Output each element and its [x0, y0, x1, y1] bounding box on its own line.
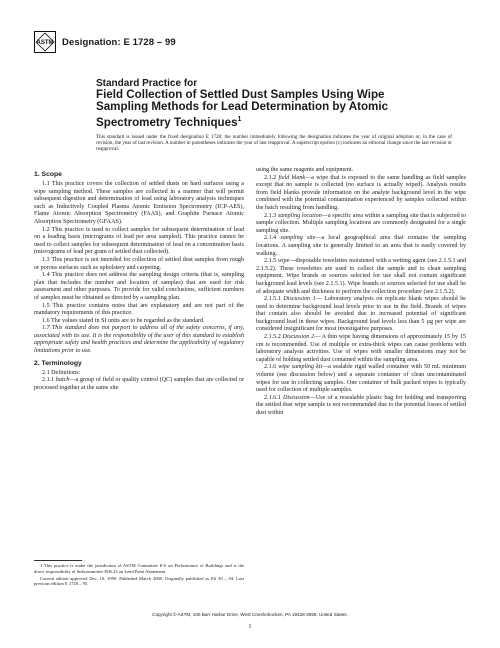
p2-1-6-num: 2.1.6 — [264, 364, 277, 371]
term-wipe: wipe — [277, 258, 290, 265]
paragraph-2-1: 2.1 Definitions: — [42, 369, 81, 376]
paragraph-2-1-5 — [256, 258, 466, 296]
discussion-2-label: Discussion 2 — [282, 334, 315, 341]
term-sampling-site: sampling site — [280, 235, 316, 242]
p2-1-5-1-num: 2.1.5.1 — [264, 296, 281, 303]
p2-1-1-num: 2.1.1 — [42, 377, 55, 384]
p2-1-1-text: —a group of field or quality control (QC) samples that are collected or processed together at the same site — [34, 377, 244, 391]
left-column — [34, 167, 244, 392]
issued-note: This standard is issued under the fixed designation E 1728; the number immediately following the designation indicates the year of original adoption or, in the case of revision, the year of last revision. A number in parentheses indicates the year of last reapproval. A superscript epsilon (ε) indicates an editorial change since the last revision or reapproval. — [96, 134, 452, 153]
p2-1-4-text: —a local geographical area that contains the sampling locations. A sampling site is generally limited to an area that is easily covered by walking. — [256, 235, 466, 257]
title-line-3 — [96, 114, 396, 129]
paragraph-1-4: 1.4 This practice does not address the sampling design criteria (that is, sampling plan that includes the number and location of samples) that are used for risk assessment and other purposes. To provide for valid conclusions, sufficient numbers of samples must be obtained as directed by a sampling plan. — [34, 272, 244, 301]
document-header — [34, 30, 176, 54]
p2-1-2-num: 2.1.2 — [264, 174, 277, 181]
p2-1-5-text: —disposable towelettes moistened with a wetting agent (see 2.1.5.1 and 2.1.5.2). These towelettes are used to collect the sample and to clean sampling equipment. Wipe brands or sources selected for use shall not contain significant background lead levels (see 2.1.5.1). Wipe brands or sources selected for use shall be of adequate width and thickness to perform the collection procedure (see 2.1.5.2). — [256, 258, 466, 295]
term-sampling-location: sampling location — [277, 212, 322, 219]
title-line-3-text: Spectrometry Techniques — [96, 115, 238, 129]
scope-heading: 1. Scope — [34, 171, 62, 178]
paragraph-2-1-4 — [256, 235, 466, 258]
title-footnote-mark: 1 — [237, 115, 242, 123]
title-line-1: Field Collection of Settled Dust Samples Using Wipe — [96, 88, 385, 101]
paragraph-1-2: 1.2 This practice is used to collect samples for subsequent determination of lead on a loading basis (micrograms of lead per area sampled). This practice cannot be used to collect samples for subsequent determination of lead on a concentration basis (micrograms of lead per gram of settled dust collected). — [34, 226, 244, 256]
paragraph-2-1-6 — [256, 364, 466, 394]
paragraph-1-7: 1.7 This standard does not purport to address all of the safety concerns, if any, associated with its use. It is the responsibility of the user of this standard to establish appropriate safety and health practices and determine the applicability of regulatory limitations prior to use. — [34, 325, 244, 355]
designation: Designation: E 1728 – 99 — [62, 36, 176, 48]
p2-1-6-text: —a sealable rigid walled container with 50 mL minimum volume (see discussion below) and a separate container of clean uncontaminated wipes for use in collecting samples. One container of bulk packed wipes is typically used for collection of multiple samples. — [256, 364, 466, 394]
standard-practice-label: Standard Practice for — [96, 78, 198, 89]
p2-1-2-text: —a wipe that is exposed to the same handling as field samples except that no sample is collected (no surface is actually wiped). Analysis results from field blanks provide information on the analyte background level in the wipe combined with the potential contamination experienced by samples collected within the batch resulting from handling. — [256, 174, 466, 211]
paragraph-2-1-5-1 — [256, 296, 466, 334]
p2-1-5-num: 2.1.5 — [264, 258, 277, 265]
p2-1-6-1-text: —Use of a resealable plastic bag for holding and transporting the settled dust wipe sample is not recommended due to the potential losses of settled dust within — [256, 394, 466, 416]
right-column — [256, 167, 466, 418]
copyright-line: Copyright © ASTM, 100 Barr Harbor Drive, West Conshohocken, PA 19428-2959, United States. — [152, 612, 348, 617]
document-title — [96, 89, 396, 129]
p2-1-3-text: —a specific area within a sampling site that is subjected to sample collection. Multiple sampling locations are commonly designated for a single sampling site. — [256, 212, 466, 234]
footnotes — [34, 563, 244, 588]
paragraph-2-1-2 — [256, 175, 466, 213]
p2-1-6-1-num: 2.1.6.1 — [264, 394, 281, 401]
term-wipe-sampling-kit: wipe sampling kit — [278, 364, 323, 371]
footnote-2: Current edition approved Dec. 10, 1999. Published March 2000. Originally published as ES 30 – 94. Last previous edition E 1728 – 95. — [34, 575, 244, 587]
title-line-2: Sampling Methods for Lead Determination by Atomic — [96, 100, 389, 114]
paragraph-2-1-1 — [34, 377, 244, 392]
term-batch: batch — [55, 377, 70, 384]
p2-1-4-num: 2.1.4 — [264, 235, 277, 242]
p2-1-5-1-text: — Laboratory analysis on replicate blank wipes should be used to determine background lead levels prior to use in the field. Brands of wipes that contain also should be avoided due to increased potential of significant background lead in these wipes. Background lead levels less than 5 µg per wipe are considered insignificant for most investigative purposes. — [256, 296, 466, 333]
paragraph-2-1-3 — [256, 213, 466, 236]
footnote-1: 1 This practice is under the jurisdiction of ASTM Committee E-6 on Performance of Buildings and is the direct responsibility of Subcommittee E06.23 on Lead Paint Abatement. — [34, 563, 244, 574]
p2-1-5-2-num: 2.1.5.2 — [264, 334, 281, 341]
paragraph-2-1-5-2 — [256, 334, 466, 364]
title-block — [96, 78, 396, 129]
discussion-1-label: Discussion 1 — [283, 296, 316, 303]
discussion-label: Discussion — [282, 394, 310, 401]
paragraph-1-6: 1.6 The values stated in SI units are to be regarded as the standard. — [42, 317, 205, 324]
paragraph-1-3: 1.3 This practice is not intended for collection of settled dust samples from rough or porous surfaces such as upholstery and carpeting. — [34, 256, 244, 271]
astm-logo-icon — [34, 31, 56, 53]
p2-1-3-num: 2.1.3 — [264, 212, 277, 219]
paragraph-2-1-6-1 — [256, 395, 466, 418]
footnote-rule — [34, 560, 82, 561]
paragraph-1-1: 1.1 This practice covers the collection of settled dusts on hard surfaces using a wipe sampling method. These samples are collected in a manner that will permit subsequent digestion and determination of lead using laboratory analysis techniques such as Inductively Coupled Plasma Atomic Emission Spectrometry (ICP-AES), Flame Atomic Absorption Spectrometry (FAAS), and Graphite Furnace Atomic Absorption Spectrometry (GFAAS). — [34, 181, 244, 225]
logo-text: ASTM — [36, 40, 54, 47]
paragraph-1-5: 1.5 This practice contains notes that are explanatory and are not part of the mandatory requirements of this practice. — [34, 302, 244, 317]
terminology-heading: 2. Terminology — [34, 359, 82, 367]
page-number: 1 — [248, 624, 252, 630]
term-field-blank: field blank — [278, 174, 306, 181]
p2-1-5-2-text: — A thin wipe having dimensions of approximately 15 by 15 cm is recommended. Use of multiple or extra-thick wipes can cause problems with laboratory analysis activities. Use of wipes with smaller dimensions may not be capable of holding settled dust contained within the sampling area. — [256, 334, 466, 363]
paragraph-continued: using the same reagents and equipment. — [256, 167, 354, 173]
